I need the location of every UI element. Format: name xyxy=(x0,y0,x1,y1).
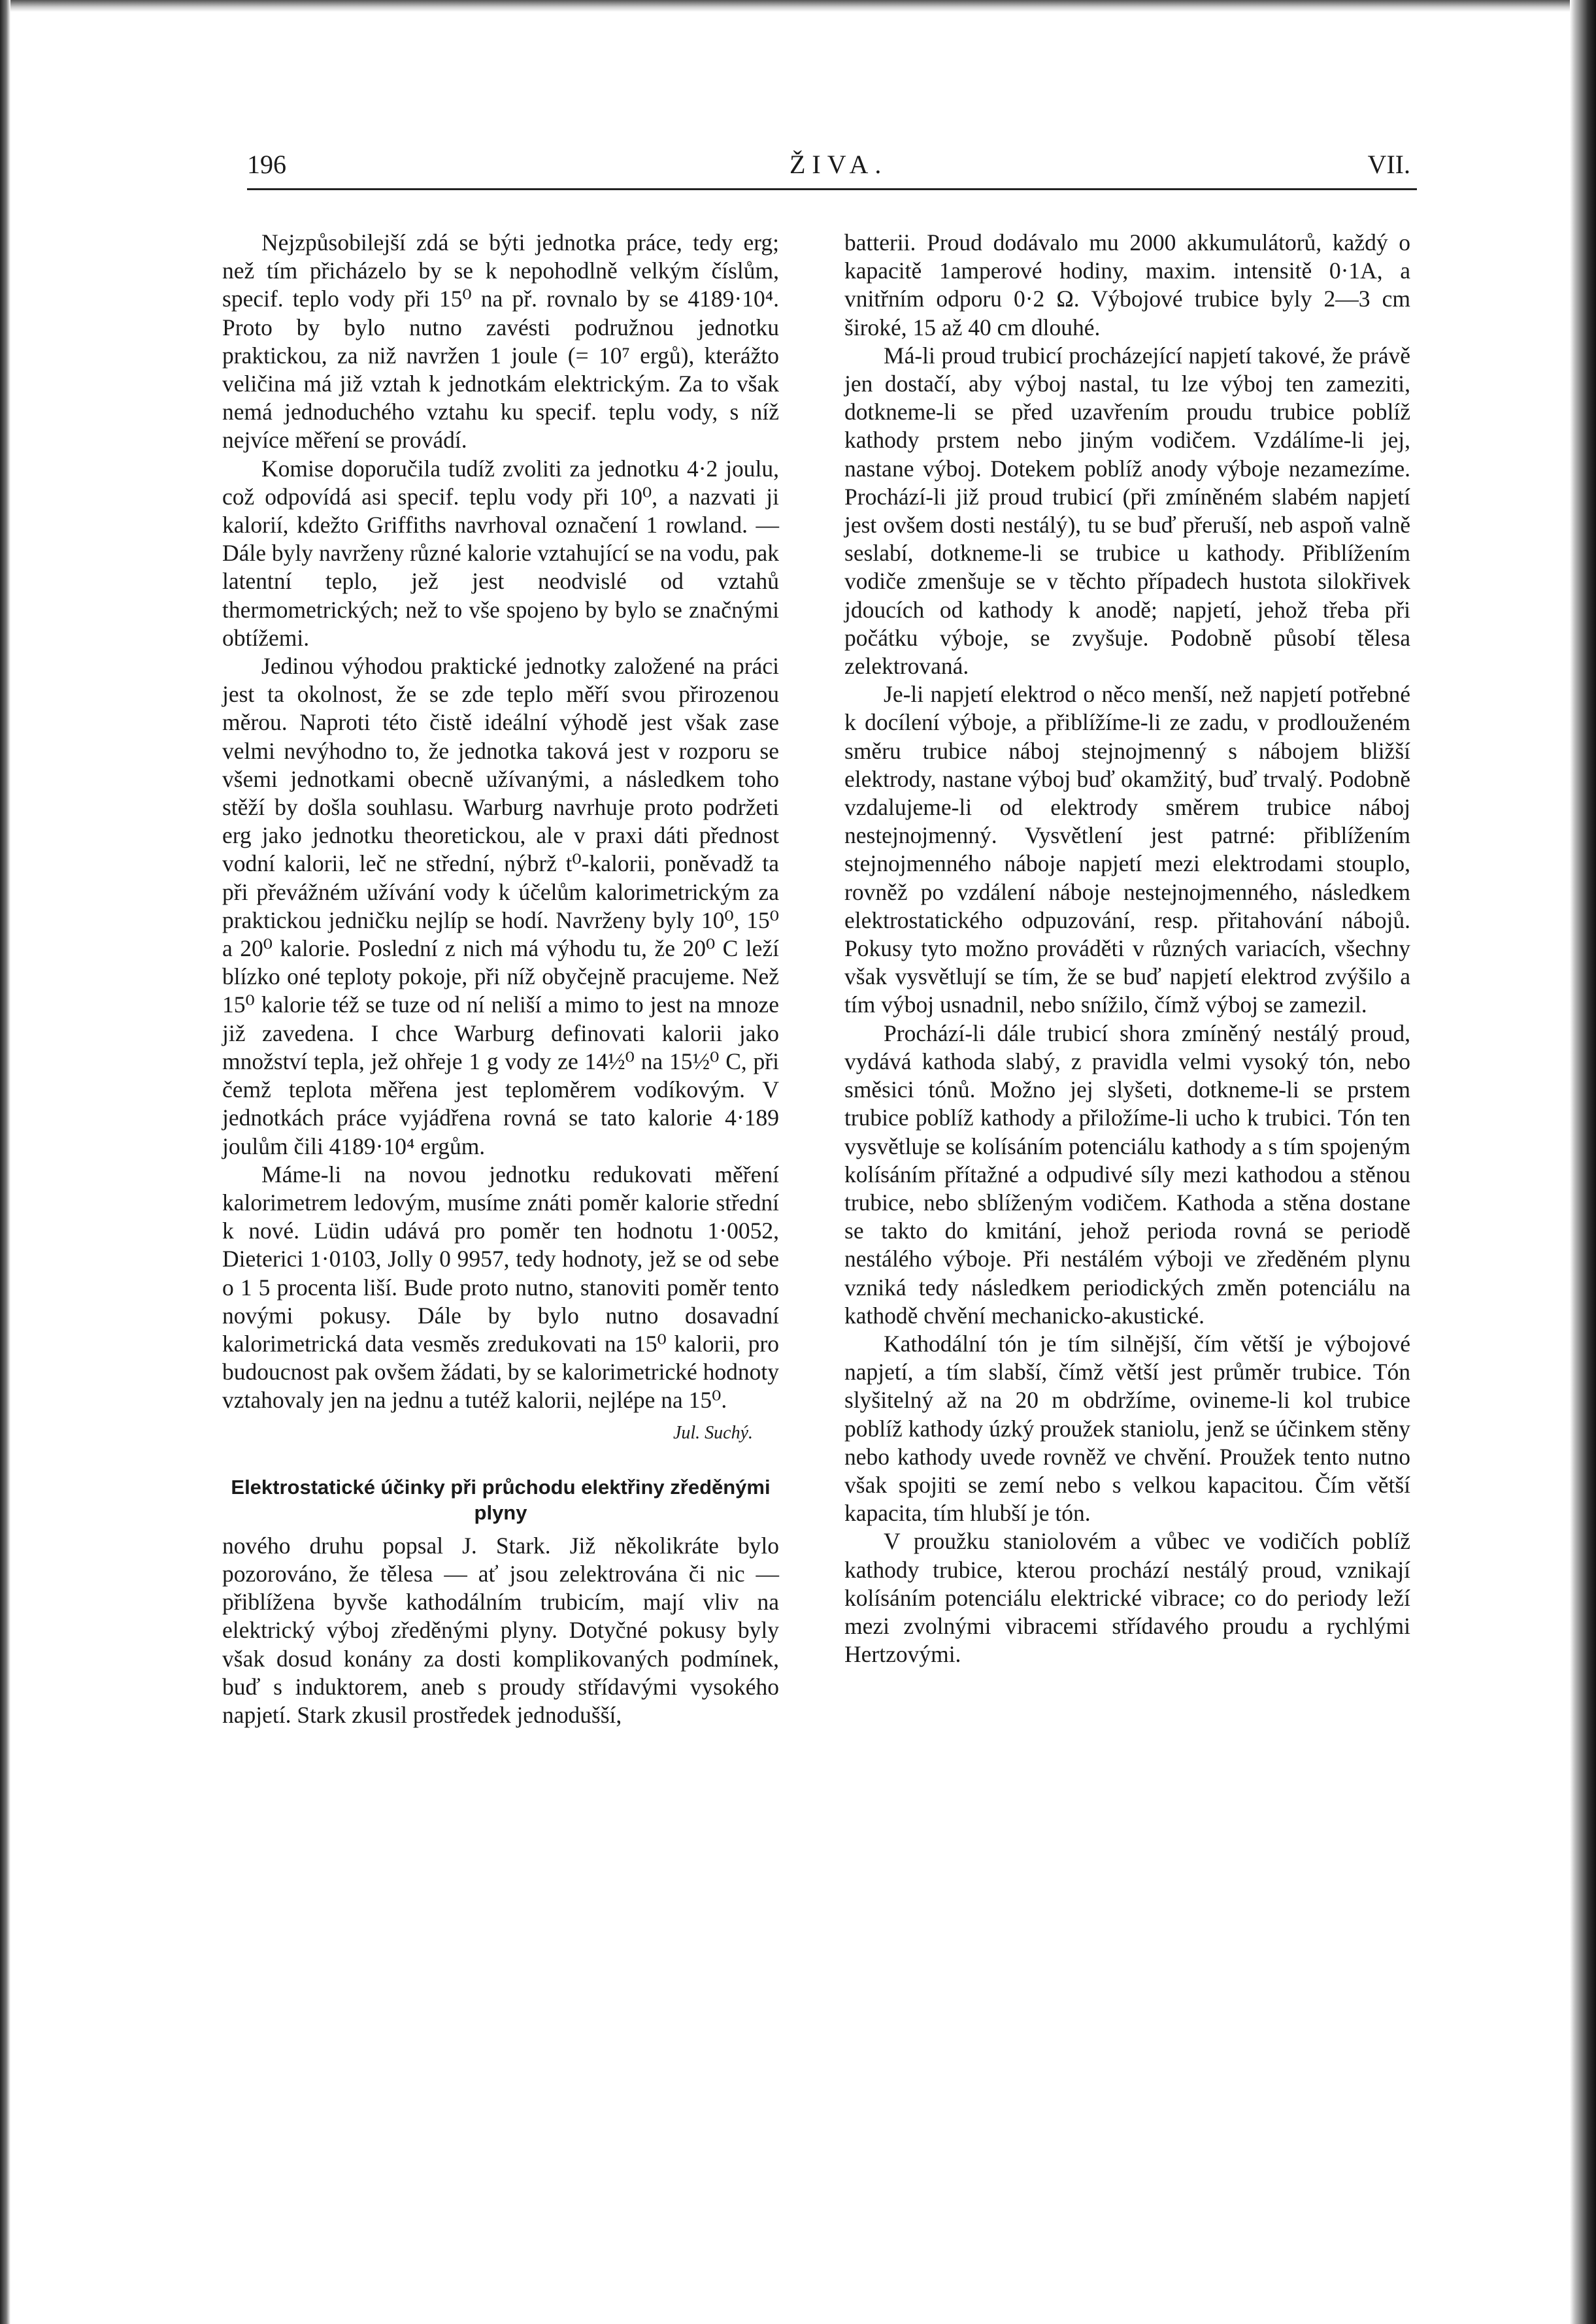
paragraph: Nejzpůsobilejší zdá se býti jednotka práce, tedy erg; než tím přicházelo by se k nepohodlně velkým číslům, specif. teplo vody při 15⁰ na př. rovnalo by se 4189·10⁴. Proto by bylo nutno zavésti podružnou jednotku praktickou, za niž navržen 1 joule (= 10⁷ ergů), kterážto veličina má již vztah k jednotkám elektrickým. Za to však nemá jednoduchého vztahu ku specif. teplu vody, s níž nejvíce měření se provádí. xyxy=(222,229,779,454)
scan-right-edge xyxy=(1570,0,1596,2324)
running-title: ŽIVA. xyxy=(790,150,888,179)
page-header xyxy=(247,149,1410,188)
paragraph: V proužku staniolovém a vůbec ve vodičích poblíž kathody trubice, kterou prochází nestálý proud, vznikají kolísáním potenciálu elektrické vibrace; co do periody leží mezi zvolnými vibracemi střídavého proudu a rychlými Hertzovými. xyxy=(844,1528,1410,1668)
paragraph: Kathodální tón je tím silnější, čím větší je výbojové napjetí, a tím slabší, čímž větší jest průměr trubice. Tón slyšitelný až na 20 m obdržíme, ovineme-li kol trubice poblíž kathody úzký proužek staniolu, jenž se účinkem stěny nebo kathody uvede rovněž ve chvění. Proužek tento nutno však spojiti se zemí nebo s velkou kapacitou. Čím větší kapacita, tím hlubší je tón. xyxy=(844,1330,1410,1527)
paragraph: Prochází-li dále trubicí shora zmíněný nestálý proud, vydává kathoda slabý, z pravidla velmi vysoký tón, nebo směsici tónů. Možno jej slyšeti, dotkneme-li se prstem trubice poblíž kathody a přiložíme-li ucho k trubici. Tón ten vysvětluje se kolísáním potenciálu kathody a s tím spojeným kolísáním přítažné a odpudivé síly mezi kathodou a stěnou trubice, nebo sblíženým vodičem. Kathoda a stěna dostane se takto do kmitání, jehož perioda rovná se periodě nestálého výboje. Při nestálém výboji ve zředěném plynu vzniká tedy následkem periodických změn potenciálu na kathodě chvění mechanicko-akustické. xyxy=(844,1020,1410,1329)
left-column xyxy=(222,229,779,1729)
paragraph: Máme-li na novou jednotku redukovati měření kalorimetrem ledovým, musíme znáti poměr kalorie střední k nové. Lüdin udává pro poměr ten hodnotu 1·0052, Dieterici 1·0103, Jolly 0 9957, tedy hodnoty, jež se od sebe o 1 5 procenta liší. Bude proto nutno, stanoviti poměr tento novými pokusy. Dále by bylo nutno dosavadní kalorimetrická data vesměs zredukovati na 15⁰ kalorii, pro budoucnost pak ovšem žádati, by se kalorimetrické hodnoty vztahovaly jen na jednu a tutéž kalorii, nejlépe na 15⁰. xyxy=(222,1161,779,1414)
section-heading: Elektrostatické účinky při průchodu elektřiny zředěnými plyny xyxy=(231,1475,771,1524)
author-signature: Jul. Suchý. xyxy=(673,1422,753,1443)
right-column xyxy=(844,229,1410,1668)
scan-top-edge xyxy=(0,0,1596,12)
page-number: 196 xyxy=(247,150,286,179)
paragraph: Jedinou výhodou praktické jednotky založené na práci jest ta okolnost, že se zde teplo měří svou přirozenou měrou. Naproti této čistě ideální výhodě jest však zase velmi nevýhodno to, že jednotka taková jest v rozporu se všemi jednotkami obecně užívanými, a následkem toho stěží by došla souhlasu. Warburg navrhuje proto podržeti erg jako jednotku theoretickou, ale v praxi dáti přednost vodní kalorii, leč ne střední, nýbrž t⁰-kalorii, poněvadž ta při převážném užívání vody k účelům kalorimetrickým za praktickou jedničku nejlíp se hodí. Navrženy byly 10⁰, 15⁰ a 20⁰ kalorie. Poslední z nich má výhodu tu, že 20⁰ C leží blízko oné teploty pokoje, při níž obyčejně pracujeme. Než 15⁰ kalorie též se tuze od ní neliší a mimo to jest na mnoze již zavedena. I chce Warburg definovati kalorii jako množství tepla, jež ohřeje 1 g vody ze 14½⁰ na 15½⁰ C, při čemž teplota měřena jest teploměrem vodíkovým. V jednotkách práce vyjádřena rovná se tato kalorie 4·189 joulům čili 4189·10⁴ ergům. xyxy=(222,653,779,1159)
paragraph: batterii. Proud dodávalo mu 2000 akkumulátorů, každý o kapacitě 1amperové hodiny, maxim. intensitě 0·1A, a vnitřním odporu 0·2 Ω. Výbojové trubice byly 2—3 cm široké, 15 až 40 cm dlouhé. xyxy=(844,229,1410,340)
paragraph: Má-li proud trubicí procházející napjetí takové, že právě jen dostačí, aby výboj nastal, tu lze výboj ten zameziti, dotkneme-li se před uzavřením proudu trubice poblíž kathody prstem nebo jiným vodičem. Vzdálíme-li jej, nastane výboj. Dotekem poblíž anody výboje nezamezíme. Prochází-li již proud trubicí (při zmíněném slabém napjetí jest ovšem dosti nestálý), tu se buď přeruší, neb aspoň valně seslabí, dotkneme-li se trubice u kathody. Přiblížením vodiče zmenšuje se v těchto případech hustota silokřivek jdoucích od kathody k anodě; napjetí, jehož třeba při počátku výboje, se zvyšuje. Podobně působí tělesa zelektrovaná. xyxy=(844,342,1410,680)
scan-left-edge xyxy=(0,0,10,2324)
paragraph: Je-li napjetí elektrod o něco menší, než napjetí potřebné k docílení výboje, a přiblížíme-li ze zadu, v prodlouženém směru trubice náboj stejnojmenný s nábojem bližší elektrody, nastane výboj buď okamžitý, buď trvalý. Podobně vzdalujeme-li od elektrody směrem trubice náboj nestejnojmenný. Vysvětlení jest patrné: přiblížením stejnojmenného náboje napjetí mezi elektrodami stouplo, rovněž po vzdálení náboje nestejnojmenného, následkem elektrostatického odpuzování, resp. přitahování nábojů. Pokusy tyto možno prováděti v různých variacích, všechny však vysvětlují se tím, že se buď napjetí elektrod zvýšilo a tím výboj usnadnil, nebo snížilo, čímž výboj se zamezil. xyxy=(844,681,1410,1018)
paragraph: nového druhu popsal J. Stark. Již několikráte bylo pozorováno, že tělesa — ať jsou zelektrována či nic — přiblížena byvše kathodálním trubicím, mají vliv na elektrický výboj zředěnými plyny. Dotyčné pokusy byly však dosud konány za dosti komplikovaných podmínek, buď s induktorem, aneb s proudy střídavými vysokého napjetí. Stark zkusil prostředek jednodušší, xyxy=(222,1532,779,1728)
paragraph: Komise doporučila tudíž zvoliti za jednotku 4·2 joulu, což odpovídá asi specif. teplu vody při 10⁰, a nazvati ji kalorií, kdežto Griffiths navrhoval označení 1 rowland. — Dále byly navrženy různé kalorie vztahující se na vodu, pak latentní teplo, jež jest neodvislé od vztahů thermometrických; než to vše spojeno by bylo se značnými obtížemi. xyxy=(222,455,779,651)
header-rule xyxy=(247,188,1417,190)
volume-number: VII. xyxy=(1367,150,1410,179)
